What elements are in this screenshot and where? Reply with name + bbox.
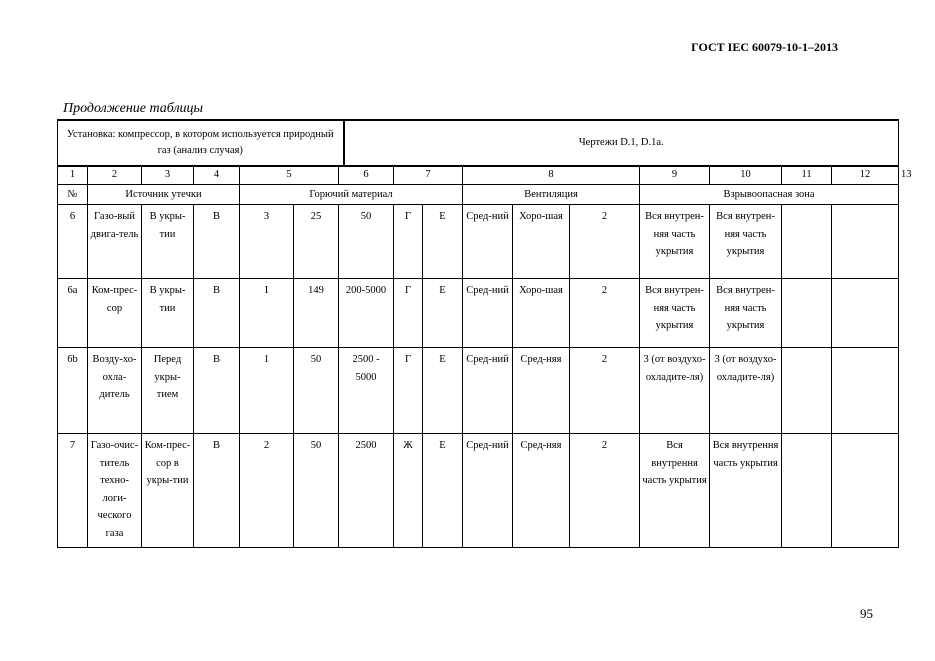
table-cell: Вся внутрен-няя часть укрытия <box>710 205 782 279</box>
column-number: 7 <box>394 167 463 185</box>
table-row <box>58 205 899 279</box>
page-number: 95 <box>860 606 873 621</box>
table-cell: В <box>194 434 240 548</box>
column-number: 12 <box>832 167 899 185</box>
table-cell <box>782 434 832 548</box>
table-cell: Хоро-шая <box>513 279 570 348</box>
table-cell: В <box>194 348 240 434</box>
table-cell: 50 <box>294 434 339 548</box>
table-cell: Вся внутрення часть укрытия <box>710 434 782 548</box>
installation-description: Установка: компрессор, в котором используется природный газ (анализ случая) <box>58 120 344 166</box>
column-number: 1 <box>58 167 88 185</box>
table-cell: Г <box>394 279 423 348</box>
row-number: 6 <box>58 205 88 279</box>
table-cell: Вся внутрен-няя часть укрытия <box>640 279 710 348</box>
table-cell: Вся внутрен-няя часть укрытия <box>710 279 782 348</box>
table-cell: Газо-очис-титель техно-логи-ческого газа <box>88 434 142 548</box>
row-number: 7 <box>58 434 88 548</box>
table-cell: Сред-ний <box>463 279 513 348</box>
table-cell: Сред-ний <box>463 205 513 279</box>
table-cell: Вся внутрен-няя часть укрытия <box>640 205 710 279</box>
column-number: 10 <box>710 167 782 185</box>
table-cell: 2 <box>570 205 640 279</box>
column-number: 3 <box>142 167 194 185</box>
header-leak-source: Источник утечки <box>88 185 240 205</box>
table-cell: 3 (от воздухо-охладите-ля) <box>640 348 710 434</box>
header-flammable-material: Горючий материал <box>240 185 463 205</box>
table-cell: Сред-ний <box>463 434 513 548</box>
table-row <box>58 279 899 348</box>
column-number: 9 <box>640 167 710 185</box>
table-cell: 2500 <box>339 434 394 548</box>
table-cell: 2 <box>570 279 640 348</box>
row-number: 6b <box>58 348 88 434</box>
table-cell: В укры-тии <box>142 205 194 279</box>
table-cell: Возду-хо-охла-дитель <box>88 348 142 434</box>
table-cell: Г <box>394 348 423 434</box>
table-cell <box>832 279 899 348</box>
table-cell: 2500 - 5000 <box>339 348 394 434</box>
table-cell: 2 <box>570 348 640 434</box>
table-cell: 149 <box>294 279 339 348</box>
column-number: 8 <box>463 167 640 185</box>
table-cell: 50 <box>294 348 339 434</box>
table-cell: В укры-тии <box>142 279 194 348</box>
table-row <box>58 348 899 434</box>
table-cell: 3 <box>240 205 294 279</box>
table-cell: 200-5000 <box>339 279 394 348</box>
table-cell: 1 <box>240 348 294 434</box>
zone-classification-table <box>57 166 912 548</box>
table-cell: В <box>194 205 240 279</box>
table-cell <box>832 205 899 279</box>
column-number: 11 <box>782 167 832 185</box>
column-number: 2 <box>88 167 142 185</box>
drawings-reference: Чертежи D.1, D.1а. <box>344 120 899 166</box>
table-cell: Вся внутрення часть укрытия <box>640 434 710 548</box>
table-cell: Перед укры-тием <box>142 348 194 434</box>
table-cell <box>782 348 832 434</box>
table-cell: Хоро-шая <box>513 205 570 279</box>
document-number: ГОСТ IEC 60079-10-1–2013 <box>691 40 838 54</box>
table-cell: В <box>194 279 240 348</box>
installation-table <box>57 119 899 166</box>
table-cell: Сред-няя <box>513 434 570 548</box>
table-cell: 2 <box>240 434 294 548</box>
table-cell: Ком-прес-сор в укры-тии <box>142 434 194 548</box>
table-cell: 2 <box>570 434 640 548</box>
header-hazard-zone: Взрывоопасная зона <box>640 185 899 205</box>
table-cell: 25 <box>294 205 339 279</box>
table-cell: 50 <box>339 205 394 279</box>
table-cell: I <box>240 279 294 348</box>
header-number: № <box>58 185 88 205</box>
table-cell: Е <box>423 434 463 548</box>
table-cell: Сред-ний <box>463 348 513 434</box>
table-row <box>58 434 899 548</box>
table-cell: Ж <box>394 434 423 548</box>
table-cell: Ком-прес-сор <box>88 279 142 348</box>
table-cell <box>782 279 832 348</box>
column-numbers-row: 1 2 3 4 5 6 7 8 9 10 11 12 13 <box>58 167 899 185</box>
table-cell: Е <box>423 279 463 348</box>
group-headers-row <box>58 185 899 205</box>
header-ventilation: Вентиляция <box>463 185 640 205</box>
table-caption: Продолжение таблицы <box>63 101 204 116</box>
table-cell: 3 (от воздухо-охладите-ля) <box>710 348 782 434</box>
table-cell: Е <box>423 348 463 434</box>
table-cell <box>832 348 899 434</box>
table-cell <box>832 434 899 548</box>
table-cell: Сред-няя <box>513 348 570 434</box>
column-number: 4 <box>194 167 240 185</box>
table-cell <box>782 205 832 279</box>
table-cell: Г <box>394 205 423 279</box>
row-number: 6а <box>58 279 88 348</box>
column-number: 5 <box>240 167 339 185</box>
table-cell: Газо-вый двига-тель <box>88 205 142 279</box>
table-cell: Е <box>423 205 463 279</box>
column-number: 6 <box>339 167 394 185</box>
